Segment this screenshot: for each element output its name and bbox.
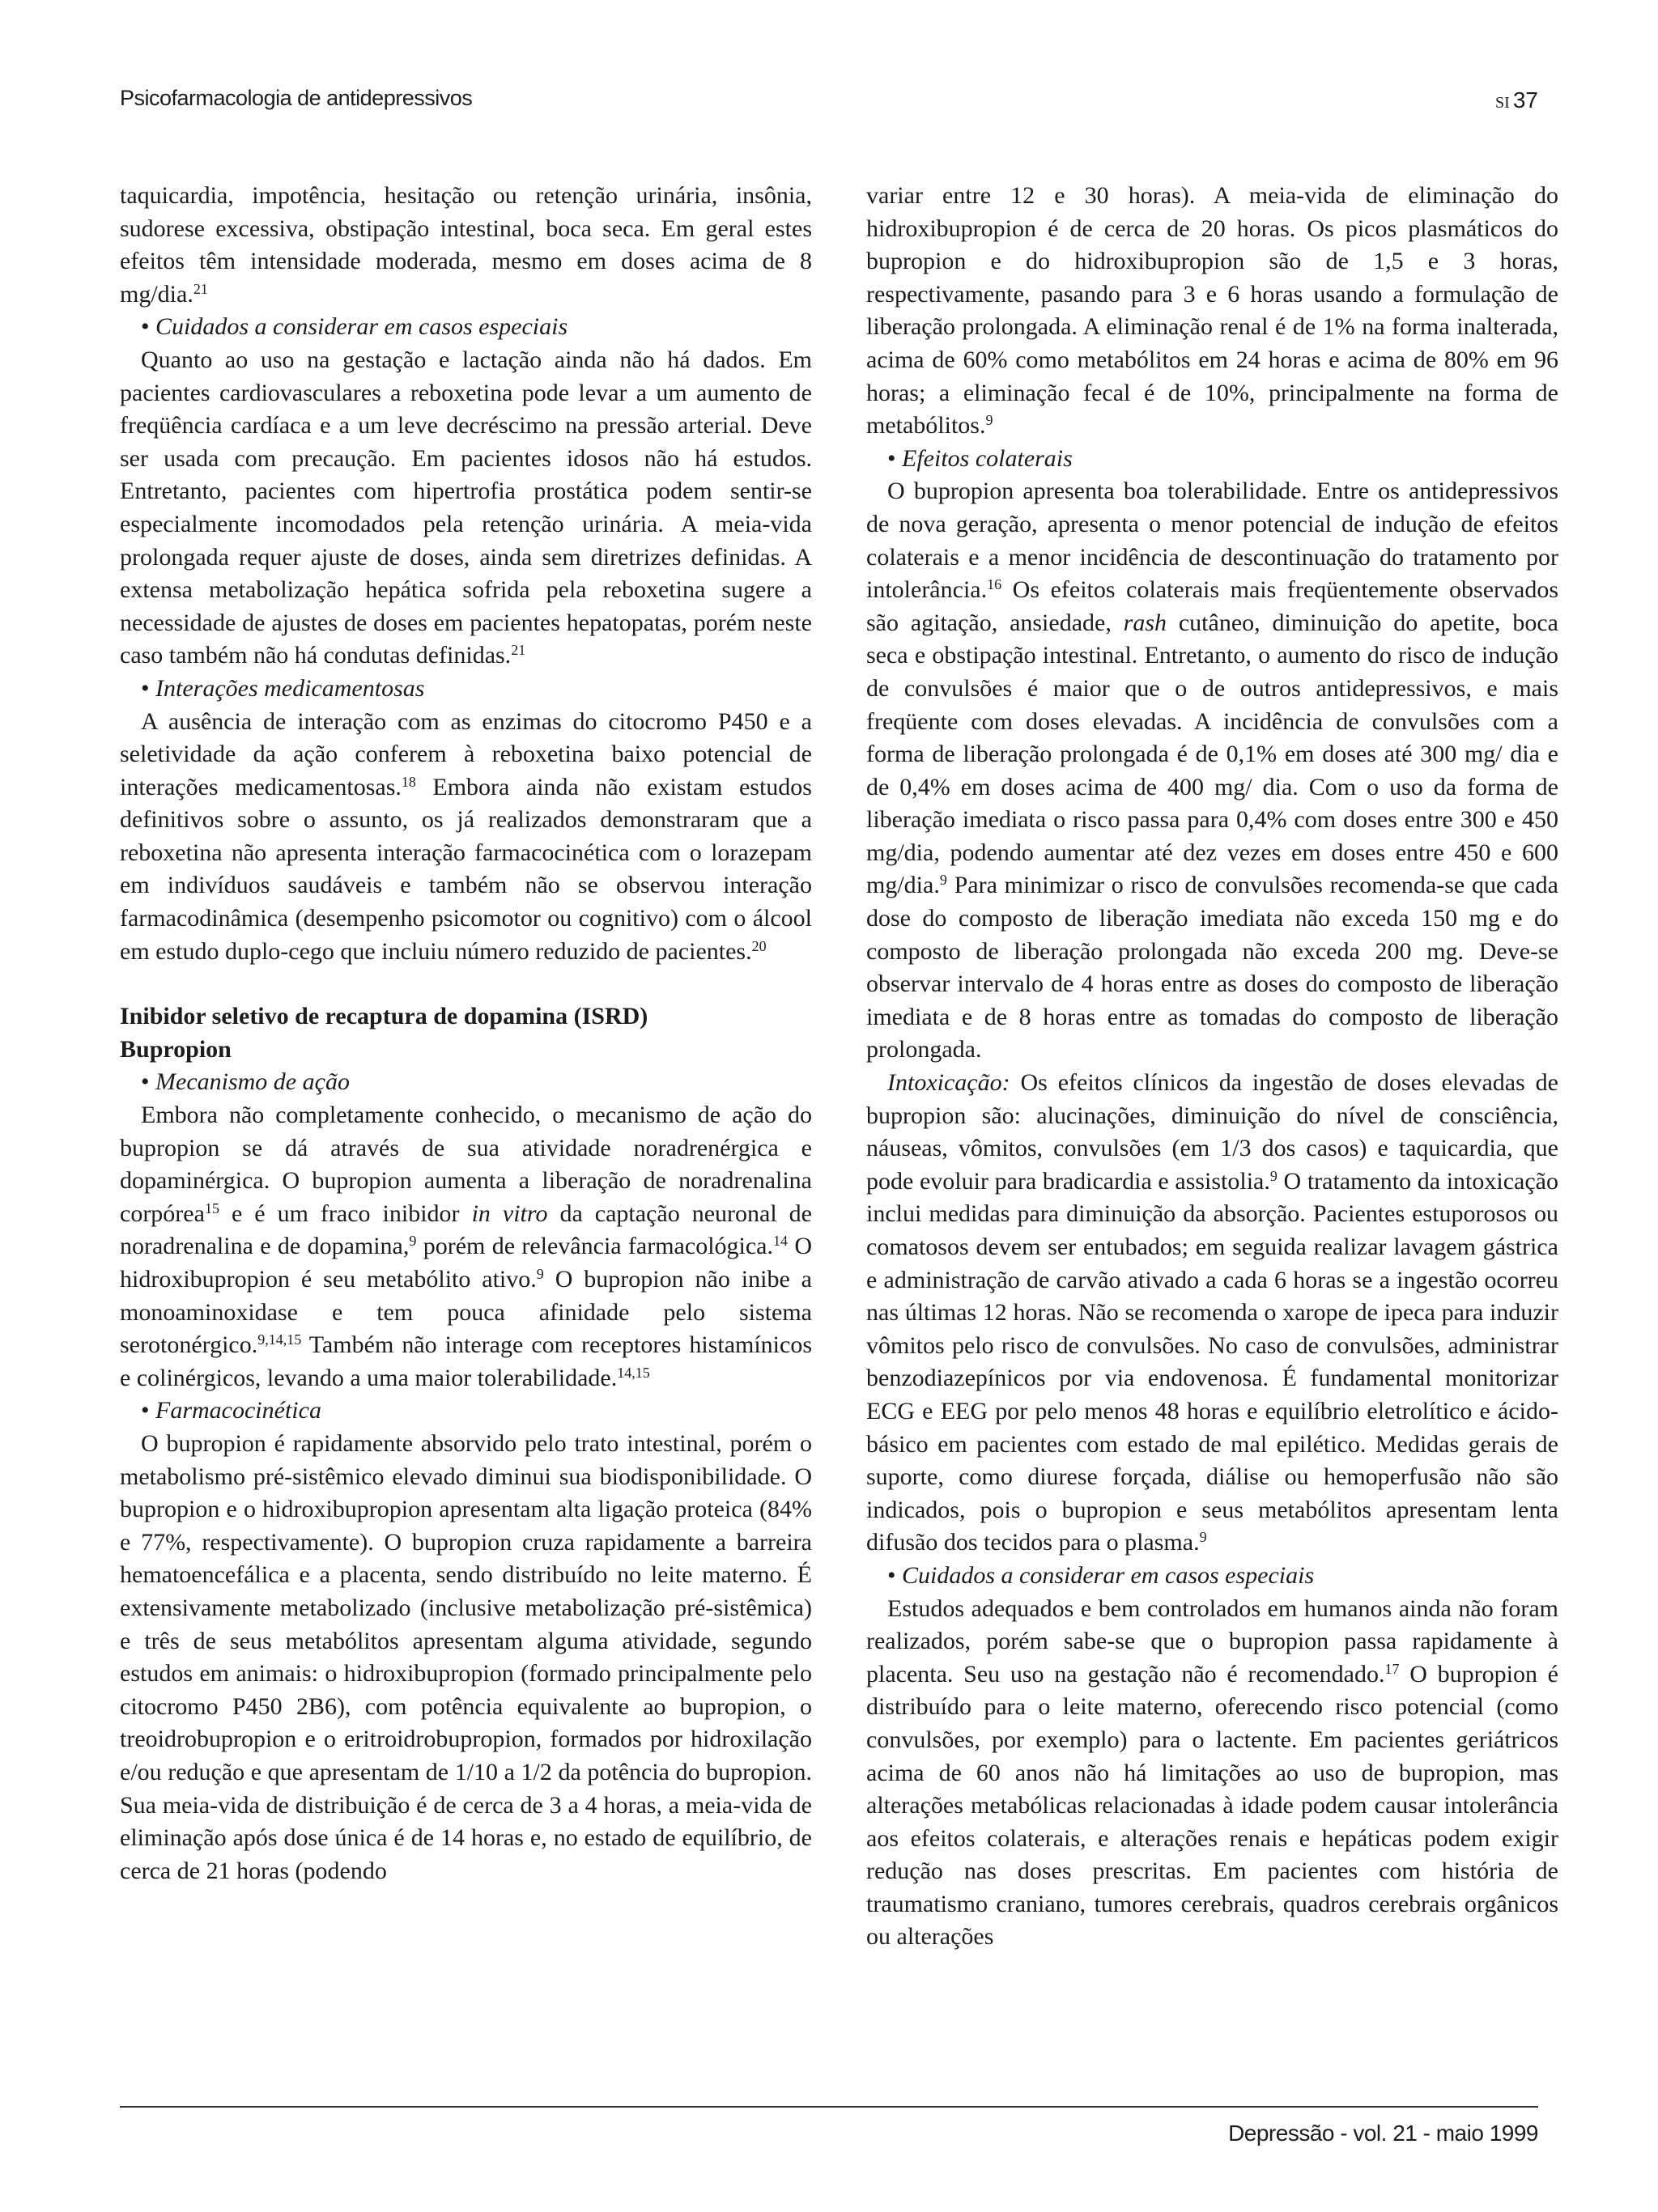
- paragraph: Embora não completamente conhecido, o mecanismo de ação do bupropion se dá através de sua atividade noradrenérgica e dopaminérgica. O bupropion aumenta a liberação de noradrenalina corpórea$^{15}$ e é um fraco inibidor in vitro da captação neuronal de noradrenalina e de dopamina,$^9$ porém de relevância farmacológica.$^{14}$ O hidroxibupropion é seu metabólito ativo.$^9$ O bupropion não inibe a monoaminoxidase e tem pouca afinidade pelo sistema serotonérgico.$^{9,14,15}$ Também não interage com receptores histamínicos e colinérgicos, levando a uma maior tolerabilidade.$^{14,15}$: [120, 1102, 813, 1391]
- paragraph: Estudos adequados e bem controlados em humanos ainda não foram realizados, porém sabe-se que o bupropion passa rapidamente à placenta. Seu uso na gestação não é recomendado.$^{17}$ O bupropion é distribuído para o leite materno, oferecendo risco potencial (como convulsões, por exemplo) para o lactente. Em pacientes geriátricos acima de 60 anos não há limitações ao uso de bupropion, mas alterações metabólicas relacionadas à idade podem causar intolerância aos efeitos colaterais, e alterações renais e hepáticas podem exigir redução nas doses prescritas. Em pacientes com história de traumatismo craniano, tumores cerebrais, quadros cerebrais orgânicos ou alterações: [866, 1594, 1558, 1951]
- paragraph: variar entre 12 e 30 horas). A meia-vida de eliminação do hidroxibupropion é de cerca de 20 horas. Os picos plasmáticos do bupropion e do hidroxibupropion são de 1,5 e 3 horas, respectivamente, pasando para 3 e 6 horas usando a formulação de liberação prolongada. A eliminação renal é de 1% na forma inalterada, acima de 60% como metabólitos em 24 horas e acima de 80% em 96 horas; a eliminação fecal é de 10%, principalmente na forma de metabólitos.$^9$: [866, 182, 1558, 439]
- section-heading: Inibidor seletivo de recaptura de dopamina (ISRD): [120, 1003, 648, 1030]
- reference: 20: [751, 937, 767, 954]
- supplement-prefix: SI: [1495, 94, 1510, 112]
- paragraph: Quanto ao uso na gestação e lactação ainda não há dados. Em pacientes cardiovasculares a reboxetina pode levar a um aumento de freqüência cardíaca e a um leve decréscimo na pressão arterial. Deve ser usada com precaução. Em pacientes idosos não há estudos. Entretanto, pacientes com hipertrofia prostática podem sentir-se especialmente incomodados pela retenção urinária. A meia-vida prolongada requer ajuste de doses, ainda sem diretrizes definidas. A extensa metabolização hepática sofrida pela reboxetina sugere a necessidade de ajustes de doses em pacientes hepatopatas, porém neste caso também não há condutas definidas.$^{21}$: [120, 346, 812, 669]
- right-column: [866, 180, 1558, 1954]
- reference: 21: [193, 280, 208, 297]
- subsection-heading: • Efeitos colaterais: [887, 444, 1073, 472]
- left-column: [120, 180, 812, 1887]
- subsection-heading: • Farmacocinética: [141, 1397, 321, 1424]
- paragraph: Intoxicação: Os efeitos clínicos da ingestão de doses elevadas de bupropion são: alucinações, diminuição do nível de consciência, náuseas, vômitos, convulsões (em 1/3 dos casos) e taquicardia, que pode evoluir para bradicardia e assistolia.$^9$ O tratamento da intoxicação inclui medidas para diminuição da absorção. Pacientes estuporosos ou comatosos devem ser entubados; em seguida realizar lavagem gástrica e administração de carvão ativado a cada 6 horas se a ingestão ocorreu nas últimas 12 horas. Não se recomenda o xarope de ipeca para induzir vômitos pelo risco de convulsões. No caso de convulsões, administrar benzodiazepínicos por via endovenosa. É fundamental monitorizar ECG e EEG por pelo menos 48 horas e equilíbrio eletrolítico e ácido-básico em pacientes com estado de mal epilético. Medidas gerais de suporte, como diurese forçada, diálise ou hemoperfusão não são indicados, pois o bupropion e seus metabólitos apresentam lenta difusão dos tecidos para o plasma.$^9$: [866, 1069, 1558, 1556]
- paragraph: O bupropion é rapidamente absorvido pelo trato intestinal, porém o metabolismo pré-sistêmico elevado diminui sua biodisponibilidade. O bupropion e o hidroxibupropion apresentam alta ligação proteica (84% e 77%, respectivamente). O bupropion cruza rapidamente a barreira hematoencefálica e a placenta, sendo distribuído no leite materno. É extensivamente metabolizado (inclusive metabolização pré-sistêmica) e três de seus metabólitos apresentam alguma atividade, segundo estudos em animais: o hidroxibupropion (formado principalmente pelo citocromo P450 2B6), com potência equivalente ao bupropion, o treoidrobupropion e o eritroidrobupropion, formados por hidroxilação e/ou redução e que apresentam de 1/10 a 1/2 da potência do bupropion. Sua meia-vida de distribuição é de cerca de 3 a 4 horas, a meia-vida de eliminação após dose única é de 14 horas e, no estado de equilíbrio, de cerca de 21 horas (podendo: [120, 1429, 812, 1884]
- page-number: [1495, 87, 1538, 113]
- running-header-title: Psicofarmacologia de antidepressivos: [120, 86, 473, 110]
- footer-citation: Depressão - vol. 21 - maio 1999: [1228, 2121, 1538, 2146]
- reference: 18: [401, 773, 416, 790]
- paragraph: taquicardia, impotência, hesitação ou retenção urinária, insônia, sudorese excessiva, obstipação intestinal, boca seca. Em geral estes efeitos têm intensidade moderada, mesmo em doses acima de 8 mg/dia.$^{21}$: [120, 182, 812, 308]
- page-number-value: 37: [1512, 87, 1538, 113]
- paragraph: A ausência de interação com as enzimas do citocromo P450 e a seletividade da ação conferem à reboxetina baixo potencial de interações medicamentosas.$^{18}$ Embora ainda não existam estudos definitivos sobre o assunto, os já realizados demonstraram que a reboxetina não apresenta interação farmacocinética com o lorazepam em indivíduos saudáveis e também não se observou interação farmacodinâmica (desempenho psicomotor ou cognitivo) com o álcool em estudo duplo-cego que incluiu número reduzido de pacientes.$^{20}$: [120, 707, 812, 965]
- subsection-heading: • Interações medicamentosas: [141, 674, 425, 702]
- reference: 9: [985, 412, 993, 429]
- reference: 21: [511, 642, 526, 659]
- subsection-heading: • Mecanismo de ação: [141, 1068, 350, 1096]
- paragraph: O bupropion apresenta boa tolerabilidade. Entre os antidepressivos de nova geração, apresenta o menor potencial de indução de efeitos colaterais e a menor incidência de descontinuação do tratamento por intolerância.$^{16}$ Os efeitos colaterais mais freqüentemente observados são agitação, ansiedade, rash cutâneo, diminuição do apetite, boca seca e obstipação intestinal. Entretanto, o aumento do risco de indução de convulsões é maior que o de outros antidepressivos, e mais freqüente com doses elevadas. A incidência de convulsões com a forma de liberação prolongada é de 0,1% em doses até 300 mg/ dia e de 0,4% em doses acima de 400 mg/ dia. Com o uso da forma de liberação imediata o risco passa para 0,4% com doses entre 300 e 450 mg/dia, podendo aumentar até dez vezes em doses entre 450 e 600 mg/dia.$^9$ Para minimizar o risco de convulsões recomenda-se que cada dose do composto de liberação imediata não exceda 150 mg e do composto de liberação prolongada não exceda 200 mg. Deve-se observar intervalo de 4 horas entre as doses do composto de liberação imediata e de 8 horas entre as tomadas do composto de liberação prolongada.: [866, 478, 1558, 1064]
- subsection-heading: • Cuidados a considerar em casos especiais: [141, 313, 568, 341]
- footer-rule: [120, 2106, 1538, 2108]
- section-heading: Bupropion: [120, 1035, 232, 1063]
- subsection-heading: • Cuidados a considerar em casos especiais: [887, 1561, 1315, 1589]
